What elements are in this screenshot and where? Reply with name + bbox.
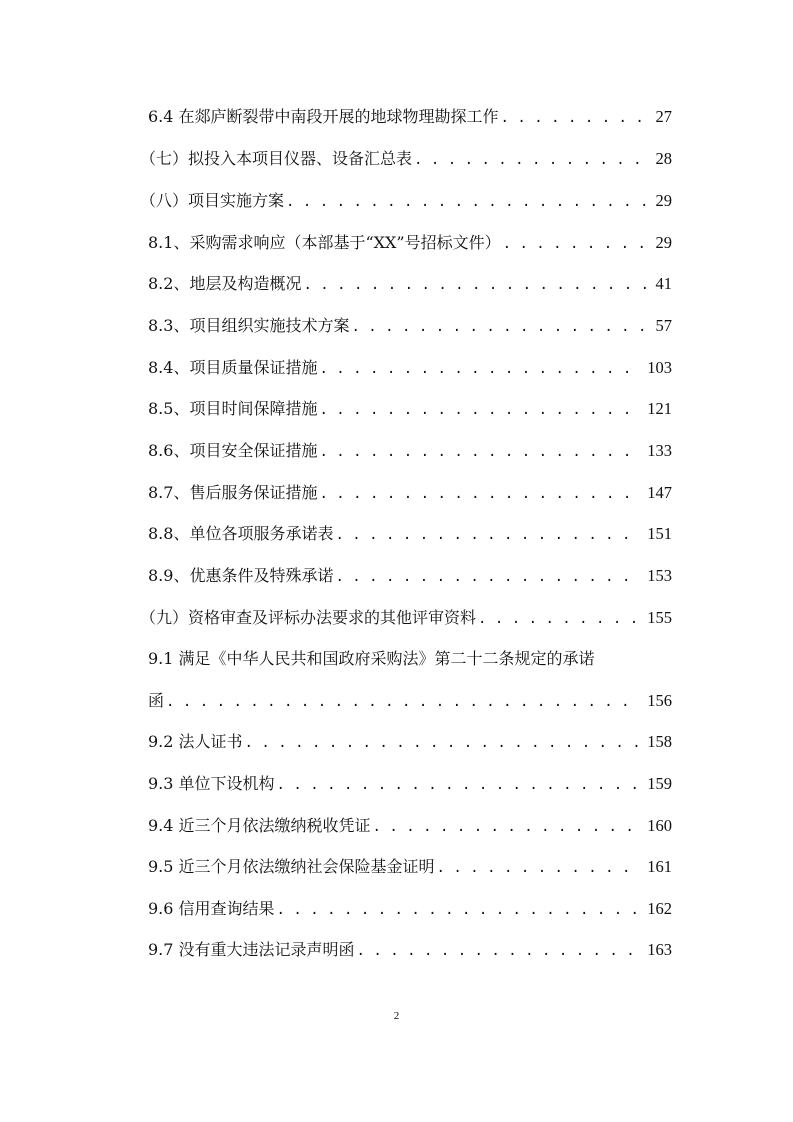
toc-entry-title: （八）项目实施方案: [140, 191, 285, 210]
toc-entry-title: 9.6 信用查询结果: [148, 899, 275, 918]
toc-entry[interactable]: [148, 478, 672, 508]
toc-entry-title: 8.2、地层及构造概况: [148, 274, 302, 293]
toc-entry-page: 151: [647, 524, 672, 543]
toc-leader-dots: [166, 687, 641, 717]
toc-entry[interactable]: [148, 894, 672, 924]
toc-entry[interactable]: [148, 811, 672, 841]
toc-leader-dots: [478, 604, 641, 634]
toc-leader-dots: [503, 229, 650, 259]
toc-entry-title: 8.4、项目质量保证措施: [148, 358, 318, 377]
toc-leader-dots: [373, 812, 642, 842]
toc-leader-dots: [357, 936, 642, 966]
toc-entry[interactable]: [148, 769, 672, 799]
toc-entry-title: 8.3、项目组织实施技术方案: [148, 316, 350, 335]
toc-leader-dots: [245, 728, 642, 758]
toc-entry[interactable]: [140, 144, 672, 174]
toc-leader-dots: [319, 354, 641, 384]
toc-entry[interactable]: [148, 228, 672, 258]
toc-entry-title-continuation: 函: [148, 691, 165, 710]
toc-entry-page: 153: [647, 566, 672, 585]
toc-entry-title: 8.1、采购需求响应（本部基于“XX”号招标文件）: [148, 233, 501, 252]
toc-entry[interactable]: [148, 269, 672, 299]
toc-entry-title: 9.7 没有重大违法记录声明函: [148, 940, 355, 959]
toc-entry-title: （七）拟投入本项目仪器、设备汇总表: [140, 149, 413, 168]
toc-entry-title: 8.8、单位各项服务承诺表: [148, 524, 334, 543]
toc-entry-page: 133: [647, 441, 672, 460]
toc-leader-dots: [277, 770, 642, 800]
toc-entry-page: 161: [647, 857, 672, 876]
toc-entry[interactable]: [148, 353, 672, 383]
toc-entry[interactable]: [140, 186, 672, 216]
toc-entry[interactable]: [148, 852, 672, 882]
toc-entry-page: 28: [655, 149, 672, 168]
toc-entry-page: 156: [647, 691, 672, 710]
toc-entry[interactable]: [148, 519, 672, 549]
toc-leader-dots: [351, 312, 649, 342]
toc-entry-page: 159: [647, 774, 672, 793]
toc-entry-page: 162: [647, 899, 672, 918]
toc-entry-page: 41: [655, 274, 672, 293]
toc-leader-dots: [501, 103, 650, 133]
toc-entry[interactable]: [148, 644, 688, 674]
toc-entry-page: 29: [655, 233, 672, 252]
toc-entry-page: 57: [655, 316, 672, 335]
toc-leader-dots: [335, 562, 641, 592]
toc-entry-page: 27: [655, 107, 672, 126]
toc-entry-title: 6.4 在郯庐断裂带中南段开展的地球物理勘探工作: [148, 107, 499, 126]
toc-leader-dots: [286, 187, 649, 217]
toc-entry-page: 103: [647, 358, 672, 377]
toc-entry-page: 147: [647, 483, 672, 502]
toc-entry[interactable]: [140, 603, 672, 633]
toc-entry-title: 9.3 单位下设机构: [148, 774, 275, 793]
toc-leader-dots: [319, 479, 641, 509]
toc-entry[interactable]: [148, 561, 672, 591]
toc-leader-dots: [277, 895, 642, 925]
toc-entry-page: 163: [647, 940, 672, 959]
toc-entry-continuation[interactable]: [148, 686, 672, 716]
toc-entry[interactable]: [148, 102, 672, 132]
toc-entry[interactable]: [148, 935, 672, 965]
toc-leader-dots: [414, 145, 649, 175]
toc-entry-page: 155: [647, 608, 672, 627]
toc-entry[interactable]: [148, 394, 672, 424]
toc-entry-title: 9.1 满足《中华人民共和国政府采购法》第二十二条规定的承诺: [148, 649, 595, 668]
toc-leader-dots: [437, 853, 642, 883]
toc-entry-title: 9.4 近三个月依法缴纳税收凭证: [148, 816, 371, 835]
page-number: 2: [393, 1010, 400, 1022]
toc-entry-page: 158: [647, 732, 672, 751]
toc-entry-page: 160: [647, 816, 672, 835]
toc-entry-title: 9.5 近三个月依法缴纳社会保险基金证明: [148, 857, 435, 876]
toc-entry[interactable]: [148, 311, 672, 341]
toc-entry[interactable]: [148, 436, 672, 466]
toc-leader-dots: [335, 520, 641, 550]
toc-leader-dots: [303, 270, 649, 300]
toc-entry-title: （九）资格审查及评标办法要求的其他评审资料: [140, 608, 477, 627]
toc-entry-title: 8.5、项目时间保障措施: [148, 399, 318, 418]
toc-leader-dots: [319, 395, 641, 425]
toc-entry-title: 8.7、售后服务保证措施: [148, 483, 318, 502]
toc-entry[interactable]: [148, 727, 672, 757]
toc-entry-title: 8.9、优惠条件及特殊承诺: [148, 566, 334, 585]
toc-entry-page: 29: [655, 191, 672, 210]
toc-leader-dots: [319, 437, 641, 467]
toc-entry-title: 9.2 法人证书: [148, 732, 243, 751]
toc-entry-page: 121: [647, 399, 672, 418]
toc-entry-title: 8.6、项目安全保证措施: [148, 441, 318, 460]
